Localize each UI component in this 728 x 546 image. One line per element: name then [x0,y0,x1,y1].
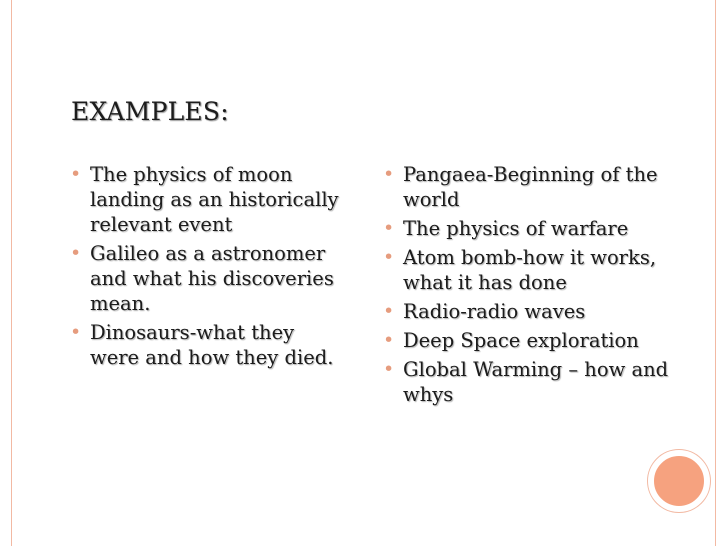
list-item-text: Global Warming – how and whys [403,358,669,406]
bullet-icon: • [383,300,395,322]
slide-title: EXAMPLES: [71,97,229,126]
list-item [70,241,340,316]
bullet-icon: • [70,163,82,185]
list-item-text: The physics of warfare [403,217,629,240]
list-item-text: Radio-radio waves [403,300,586,323]
bullet-icon: • [383,329,395,351]
bullet-icon: • [383,246,395,268]
bullet-icon: • [383,358,395,380]
bullet-icon: • [383,217,395,239]
list-item [383,328,673,353]
list-item-text: Deep Space exploration [403,329,639,352]
list-item [383,357,673,407]
bullet-icon: • [70,321,82,343]
list-item [70,162,340,237]
list-item [70,320,340,370]
decorative-circle [648,450,710,512]
right-bullet-list [383,162,673,411]
list-item-text: Pangaea-Beginning of the world [403,163,658,211]
left-bullet-list [70,162,340,374]
list-item-text: Atom bomb-how it works, what it has done [403,246,657,294]
list-item-text: Galileo as a astronomer and what his discoveries mean. [90,242,334,315]
bullet-icon: • [383,163,395,185]
list-item-text: The physics of moon landing as an historically relevant event [90,163,339,236]
list-item [383,245,673,295]
list-item-text: Dinosaurs-what they were and how they died. [90,321,334,369]
list-item [383,162,673,212]
list-item [383,299,673,324]
list-item [383,216,673,241]
bullet-icon: • [70,242,82,264]
